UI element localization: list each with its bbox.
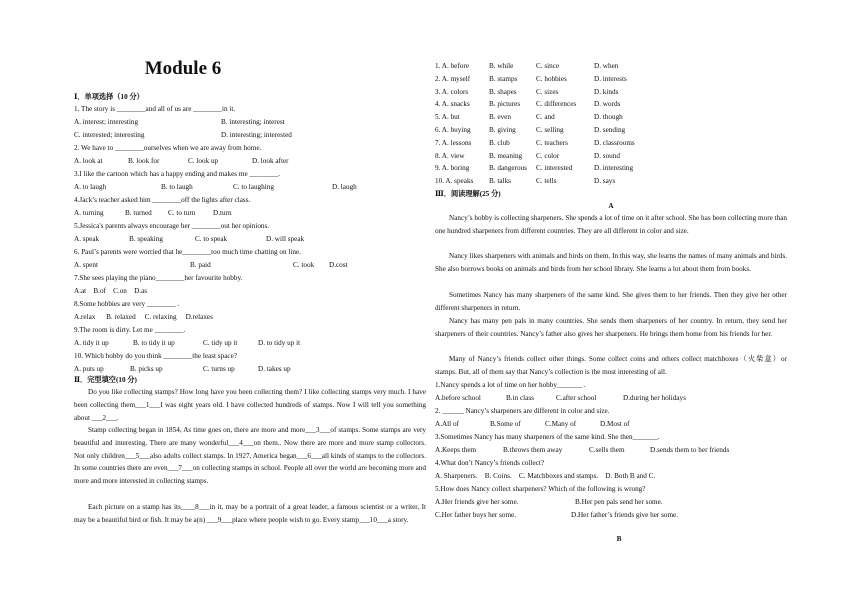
question-6: 6. Paul’s parents were worried that he________too much time chatting on line. <box>74 248 301 256</box>
cloze-option-9-c: C. interested <box>536 164 573 173</box>
question-9: 9.The room is dirty. Let me ________. <box>74 326 186 334</box>
q4-option-c: C. to turn <box>168 209 196 217</box>
question-5: 5.Jessica's parents always encourage her ________out her opinions. <box>74 222 270 230</box>
cloze-option-9-b: B. dangerous <box>489 164 527 173</box>
reading-paragraph-2: Nancy likes sharpeners with animals and birds on them. In this way, she learns the names of many animals and birds. She also borrows books on animals and birds from her school library. She learns a lot about them from books. <box>435 252 787 273</box>
q6-option-d: D.cost <box>329 261 348 269</box>
q4-option-a: A. turning <box>74 209 104 217</box>
cloze-option-2-a: 2. A. myself <box>435 74 471 83</box>
q1-option-d: D. interesting; interested <box>221 131 292 139</box>
reading-paragraph-3: Sometimes Nancy has many sharpeners of the same kind. She gives them to her friends. Then they give her other different sharpeners in return. <box>435 291 787 312</box>
r5-option-a: A.Her friends give her some. <box>435 498 519 506</box>
cloze-option-8-c: C. color <box>536 151 560 160</box>
r1-option-b: B.in class <box>506 394 534 402</box>
reading-question-4: 4.What don’t Nancy’s friends collect? <box>435 459 545 467</box>
cloze-option-6-c: C. selling <box>536 126 564 134</box>
cloze-option-1-d: D. when <box>594 62 619 70</box>
cloze-option-8-a: 8. A. view <box>435 151 465 160</box>
q10-option-b: B. picks up <box>130 365 163 373</box>
cloze-option-4-d: D. words <box>594 100 621 109</box>
q3-option-d: D. laugh <box>332 183 357 191</box>
r1-option-a: A.before school <box>435 394 481 402</box>
reading-question-2: 2. ______ Nancy’s sharpeners are different in color and size. <box>435 407 610 415</box>
r1-option-d: D.during her holidays <box>623 394 686 402</box>
section-heading-reading: Ⅲ．阅读理解(25 分) <box>435 190 501 198</box>
cloze-option-2-d: D. interests <box>594 74 627 83</box>
q3-option-b: B. to laugh <box>161 183 193 191</box>
q2-option-c: C. look up <box>188 157 219 165</box>
r3-option-a: A.Keeps them <box>435 446 477 454</box>
cloze-option-2-b: B. stamps <box>489 74 518 83</box>
question-3: 3.I like the cartoon which has a happy ending and makes me ________. <box>74 170 280 178</box>
r3-option-b: B.throws them away <box>503 446 563 454</box>
q1-option-b: B. interesting; interest <box>221 118 285 126</box>
cloze-option-6-a: 6. A. buying <box>435 126 471 134</box>
q9-option-a: A. tidy it up <box>74 339 109 347</box>
cloze-option-7-a: 7. A. lessons <box>435 138 472 147</box>
reading-paragraph-4: Nancy has many pen pals in many countries. She sends them sharpeners of her country. In return, they send her sharpeners of their countries. Nancy’s father also gives her sharpeners. He brings them home from his friends for her. <box>435 317 787 338</box>
cloze-option-4-c: C. differences <box>536 100 577 109</box>
q10-option-c: C. turns up <box>203 365 235 373</box>
page-title: Module 6 <box>144 58 222 79</box>
cloze-option-8-b: B. meaning <box>489 151 523 160</box>
reading-question-3: 3.Sometimes Nancy has many sharpeners of the same kind. She then_______. <box>435 433 660 441</box>
q5-option-b: B. speaking <box>129 235 163 243</box>
cloze-option-4-b: B. pictures <box>489 100 521 109</box>
r4-options: A. Sharpeners. B. Coins. C. Matchboxes and stamps. D. Both B and C. <box>435 472 656 480</box>
cloze-option-10-a: 10. A. speaks <box>435 177 474 186</box>
r2-option-c: C.Many of <box>545 420 577 428</box>
cloze-paragraph-1: Do you like collecting stamps? How long have you been collecting them? I like collecting stamps very much. I have been collecting them___1___I was eight years old. I have collected hundreds of stamps. Now I will tell you something about ___2___. <box>74 388 426 422</box>
cloze-option-4-a: 4. A. snacks <box>435 100 470 109</box>
r1-option-c: C.after school <box>556 394 597 402</box>
q6-option-c: C. took <box>293 261 315 269</box>
cloze-option-10-b: B. talks <box>489 177 511 186</box>
cloze-option-3-c: C. sizes <box>536 87 559 96</box>
r2-option-b: B.Some of <box>490 420 521 428</box>
r2-option-a: A.All of <box>435 420 459 428</box>
cloze-option-1-b: B. while <box>489 62 514 70</box>
passage-label-a: A <box>608 202 614 210</box>
q7-options: A.at B.of C.on D.as <box>74 287 148 295</box>
q9-option-d: D. to tidy up it <box>258 339 301 347</box>
q5-option-c: C. to speak <box>195 235 228 243</box>
cloze-option-6-d: D. sending <box>594 126 626 134</box>
r5-option-b: B.Her pen pals send her some. <box>575 498 663 506</box>
q4-option-d: D.turn <box>213 209 232 217</box>
reading-paragraph-5: Many of Nancy’s friends collect other things. Some collect coins and others collect matchboxes（火柴盒）or stamps. But, all of them say that Nancy’s collection is the most interesting of all. <box>435 355 787 376</box>
q1-option-a: A. interest; interesting <box>74 118 139 126</box>
cloze-option-5-d: D. though <box>594 113 623 122</box>
question-1: 1. The story is ________and all of us are ________in it. <box>74 105 236 113</box>
cloze-option-5-b: B. even <box>489 113 511 122</box>
reading-paragraph-1: Nancy’s hobby is collecting sharpeners. She spends a lot of time on it after school. She has been collecting more than one hundred sharpeners from different countries. They are all different in color and size. <box>435 214 787 235</box>
q3-option-a: A. to laugh <box>74 183 107 191</box>
cloze-option-5-c: C. and <box>536 113 555 122</box>
q5-option-a: A. speak <box>74 235 100 243</box>
reading-question-1: 1.Nancy spends a lot of time on her hobby_______ . <box>435 381 586 389</box>
cloze-option-7-c: C. teachers <box>536 138 568 147</box>
section-heading-single-choice: Ⅰ．单项选择（10 分） <box>74 93 144 101</box>
cloze-option-3-d: D. kinds <box>594 87 619 96</box>
q6-option-b: B. paid <box>190 261 211 269</box>
question-7: 7.She sees playing the piano________her favourite hobby. <box>74 274 243 282</box>
cloze-option-3-b: B. shapes <box>489 87 517 96</box>
cloze-option-7-d: D. classrooms <box>594 138 635 147</box>
cloze-option-10-c: C. tells <box>536 177 557 186</box>
q5-option-d: D. will speak <box>266 235 305 243</box>
q2-option-b: B. look for <box>128 157 160 165</box>
q2-option-a: A. look at <box>74 157 103 165</box>
question-10: 10. Which hobby do you think ________the least space? <box>74 352 237 360</box>
cloze-option-10-d: D. says <box>594 177 616 186</box>
q8-options: A.relax B. relaxed C. relaxing D.relaxes <box>74 313 213 321</box>
cloze-option-9-d: D. interesting <box>594 164 634 173</box>
q9-option-c: C. tidy up it <box>203 339 238 347</box>
q10-option-a: A. puts up <box>74 365 104 373</box>
cloze-option-1-a: 1. A. before <box>435 62 469 70</box>
q4-option-b: B. turned <box>125 209 152 217</box>
section-heading-cloze: Ⅱ．完型填空(10 分) <box>74 376 137 384</box>
q9-option-b: B. to tidy it up <box>133 339 175 347</box>
r3-option-c: C.sells them <box>589 446 625 454</box>
cloze-option-5-a: 5. A. but <box>435 113 460 122</box>
passage-label-b: B <box>616 535 622 543</box>
r5-option-d: D.Her father’s friends give her some. <box>571 511 679 519</box>
r5-option-c: C.Her father buys her some. <box>435 511 517 519</box>
question-8: 8.Some hobbies are very ________ . <box>74 300 180 308</box>
r2-option-d: D.Most of <box>600 420 630 428</box>
q6-option-a: A. spent <box>74 261 98 269</box>
cloze-paragraph-3: Each picture on a stamp has its____8___in it, may be a portrait of a great leader, a famous scientist or a writer, It may be a beautiful bird or fish. It may be a(n) ___9___place where people wish to go. Every stamp___10___a story. <box>74 503 426 524</box>
q3-option-c: C. to laughing <box>233 183 274 191</box>
q1-option-c: C. interested; interesting <box>74 131 145 139</box>
cloze-option-2-c: C. hobbies <box>536 74 567 83</box>
cloze-paragraph-2: Stamp collecting began in 1854, As time goes on, there are more and more___3___of stamps. Some stamps are very beautiful and interesting. There are many wonderful___4___on them.. Now there are more and more stamp collectors. Not only children___5___also adults collect stamps. In 1927, America began___6___all kinds of stamps to the collectors. In some countries there are even___7___on collecting stamps in school. People all over the world are becoming more and more and more interested in collecting stamps. <box>74 426 426 486</box>
cloze-option-8-d: D. sound <box>594 151 620 160</box>
cloze-option-1-c: C. since <box>536 62 560 70</box>
reading-question-5: 5.How does Nancy collect sharpeners? Which of the following is wrong? <box>435 485 646 493</box>
cloze-option-9-a: 9. A. boring <box>435 164 470 173</box>
q10-option-d: D. takes up <box>258 365 291 373</box>
cloze-option-7-b: B. club <box>489 138 510 147</box>
cloze-option-3-a: 3. A. colors <box>435 87 469 96</box>
q2-option-d: D. look after <box>252 157 289 165</box>
r3-option-d: D.sends them to her friends <box>650 446 730 454</box>
question-4: 4.Jack’s teacher asked him ________off the lights after class. <box>74 196 251 204</box>
cloze-option-6-b: B. giving <box>489 126 516 134</box>
question-2: 2. We have to ________ourselves when we are away from home. <box>74 144 262 152</box>
